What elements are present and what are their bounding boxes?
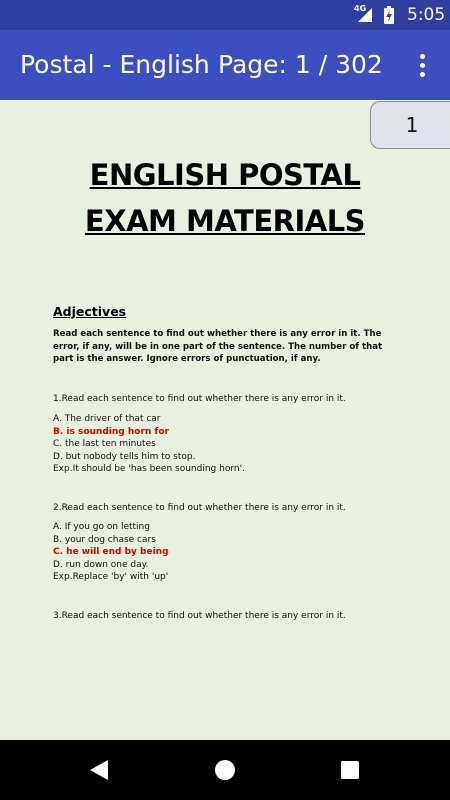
navigation-bar: [0, 740, 450, 800]
status-bar: [0, 0, 450, 30]
page-indicator: Page: 1 / 302: [218, 50, 383, 79]
instructions-text: Read each sentence to find out whether there is any error in it. The error, if any, will be in one part of the sentence. The number of that part is the answer. Ignore errors of punctuation, if any.: [53, 329, 383, 364]
question-1-option-a: A. The driver of that car: [53, 414, 161, 424]
question-2-option-b: B. your dog chase cars: [53, 534, 156, 545]
question-2-option-d: D. run down one day.: [53, 559, 149, 570]
document-page[interactable]: [0, 100, 450, 740]
question-1-explanation: Exp.It should be 'has been sounding horn'.: [53, 464, 245, 474]
document-title-line2: EXAM MATERIALS: [84, 204, 366, 238]
question-2-explanation: Exp.Replace 'by' with 'up': [53, 572, 169, 582]
page-number-badge[interactable]: 1: [370, 101, 450, 149]
back-triangle-icon[interactable]: [90, 760, 108, 780]
question-1-option-b-answer: B. is sounding horn for: [53, 426, 169, 437]
question-1-option-c: C. the last ten minutes: [53, 439, 156, 449]
signal-icon: [358, 8, 372, 22]
app-bar: [0, 30, 450, 100]
recents-square-icon[interactable]: [341, 761, 359, 779]
overflow-menu-icon[interactable]: [410, 50, 434, 80]
question-2-option-a: A. If you go on letting: [53, 522, 150, 532]
question-2-prompt: 2.Read each sentence to find out whether there is any error in it.: [53, 503, 346, 513]
document-title-line1: ENGLISH POSTAL: [89, 158, 361, 192]
app-title: Postal - English: [20, 50, 210, 79]
question-1-option-d: D. but nobody tells him to stop.: [53, 451, 196, 462]
question-3-prompt: 3.Read each sentence to find out whether there is any error in it.: [53, 611, 346, 621]
battery-charging-icon: [384, 6, 394, 24]
question-2-option-c-answer: C. he will end by being: [53, 547, 169, 557]
question-1-prompt: 1.Read each sentence to find out whether there is any error in it.: [53, 394, 346, 404]
home-circle-icon[interactable]: [215, 760, 235, 780]
section-heading: Adjectives: [53, 304, 127, 319]
clock: 5:05: [407, 5, 446, 25]
network-type: 4G: [354, 4, 367, 13]
